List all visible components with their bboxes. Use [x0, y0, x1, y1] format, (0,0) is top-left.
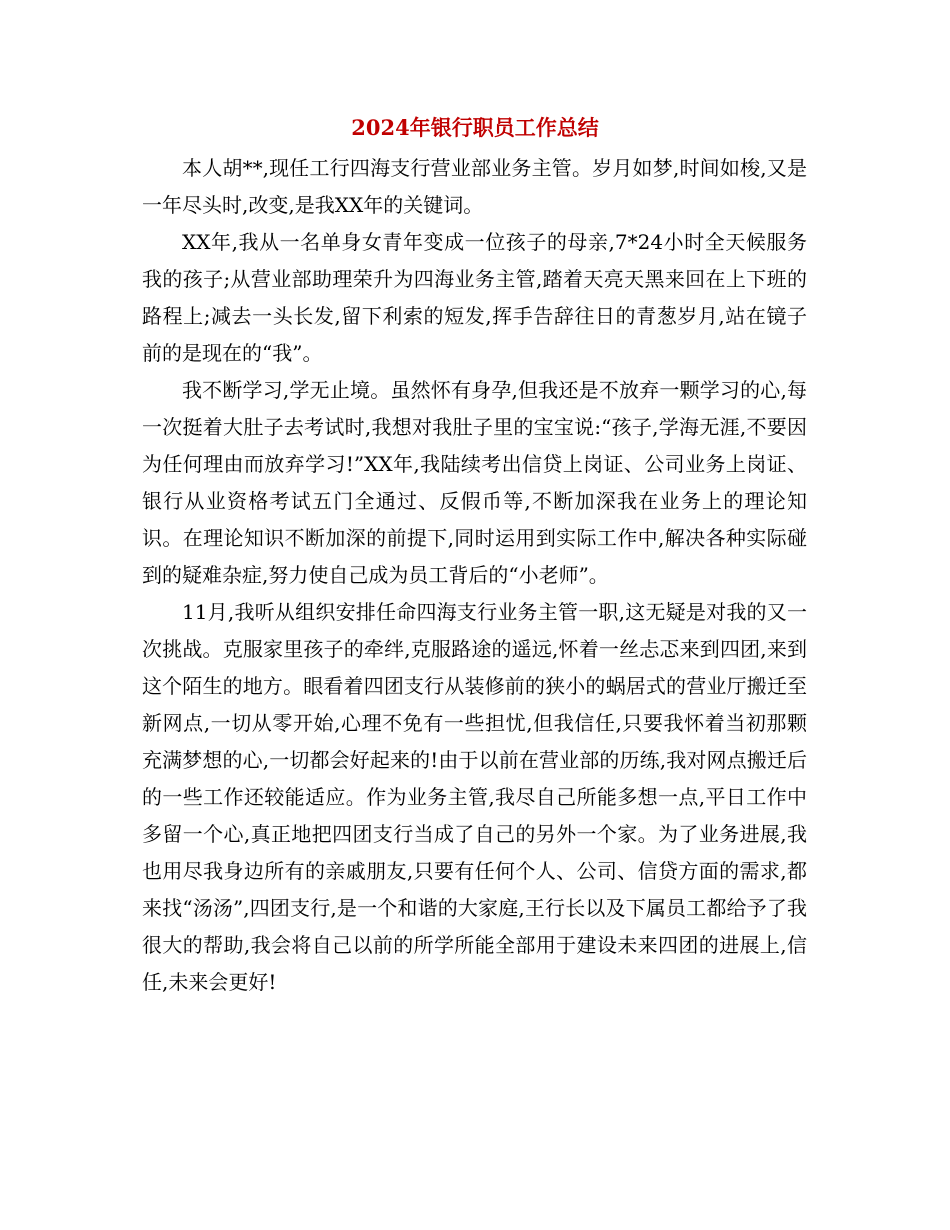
paragraph-learning: 我不断学习,学无止境。虽然怀有身孕,但我还是不放弃一颗学习的心,每一次挺着大肚子去考试时,我想对我肚子里的宝宝说:“孩子,学海无涯,不要因为任何理由而放弃学习!”XX年,我陆续考出信贷上岗证、公司业务上岗证、银行从业资格考试五门全通过、反假币等,不断加深我在业务上的理论知识。在理论知识不断加深的前提下,同时运用到实际工作中,解决各种实际碰到的疑难杂症,努力使自己成为员工背后的“小老师”。	[142, 378, 807, 587]
document-title: 2024年银行职员工作总结	[351, 115, 599, 140]
document-body	[142, 150, 807, 1001]
paragraph-intro: 本人胡**,现任工行四海支行营业部业务主管。岁月如梦,时间如梭,又是一年尽头时,改变,是我XX年的关键词。	[142, 156, 807, 217]
paragraph-new-role: 11月,我听从组织安排任命四海支行业务主管一职,这无疑是对我的又一次挑战。克服家里孩子的牵绊,克服路途的遥远,怀着一丝忐忑来到四团,来到这个陌生的地方。眼看着四团支行从装修前的狭小的蜗居式的营业厅搬迁至新网点,一切从零开始,心理不免有一些担忧,但我信任,只要我怀着当初那颗充满梦想的心,一切都会好起来的!由于以前在营业部的历练,我对网点搬迁后的一些工作还较能适应。作为业务主管,我尽自己所能多想一点,平日工作中多留一个心,真正地把四团支行当成了自己的另外一个家。为了业务进展,我也用尽我身边所有的亲戚朋友,只要有任何个人、公司、信贷方面的需求,都来找“汤汤”,四团支行,是一个和谐的大家庭,王行长以及下属员工都给予了我很大的帮助,我会将自己以前的所学所能全部用于建设未来四团的进展上,信任,未来会更好!	[142, 600, 807, 994]
paragraph-life-changes: XX年,我从一名单身女青年变成一位孩子的母亲,7*24小时全天候服务我的孩子;从营业部助理荣升为四海业务主管,踏着天亮天黑来回在上下班的路程上;减去一头长发,留下利索的短发,挥手告辞往日的青葱岁月,站在镜子前的是现在的“我”。	[142, 230, 807, 365]
